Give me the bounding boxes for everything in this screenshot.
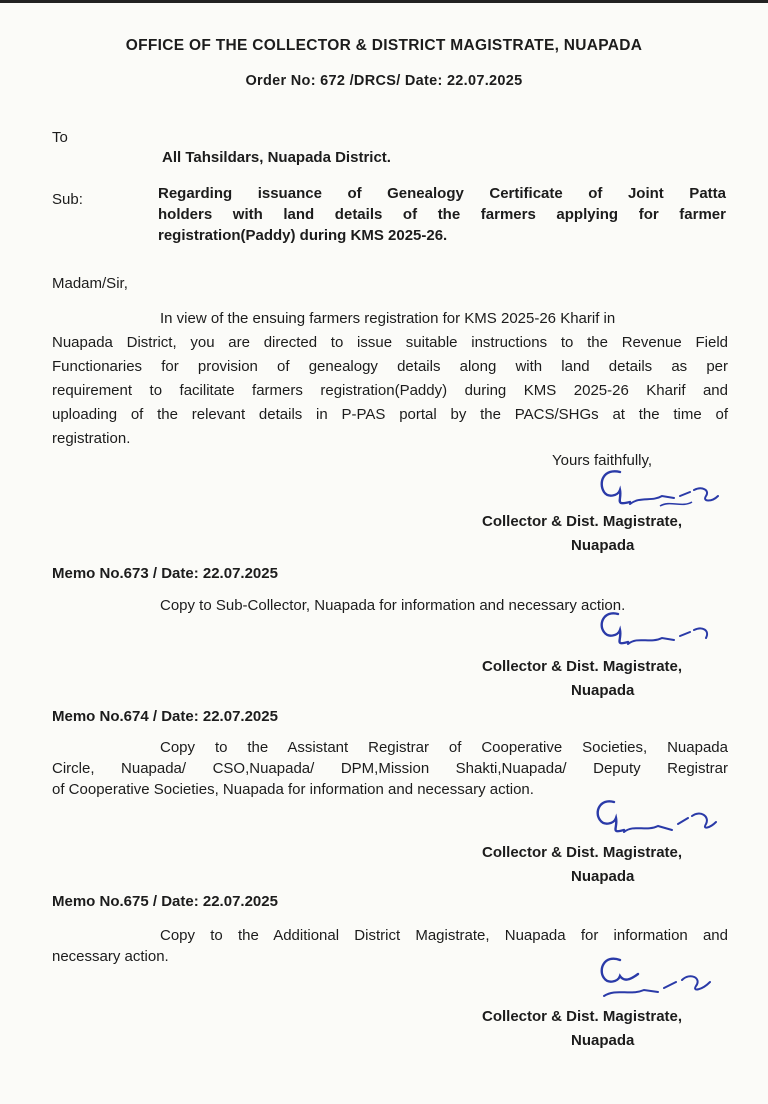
to-label: To — [52, 129, 68, 146]
addressee: All Tahsildars, Nuapada District. — [162, 149, 391, 166]
signatory-title: Collector & Dist. Magistrate, — [482, 658, 683, 675]
body-line: Functionaries for provision of genealogy details along with land details as per — [52, 358, 728, 375]
office-heading: OFFICE OF THE COLLECTOR & DISTRICT MAGISTRATE, NUAPADA — [125, 37, 643, 54]
signature-mark — [592, 608, 722, 658]
top-border — [0, 0, 768, 3]
salutation: Madam/Sir, — [52, 275, 128, 292]
subject-line: registration(Paddy) during KMS 2025-26. — [158, 227, 448, 244]
order-line: Order No: 672 /DRCS/ Date: 22.07.2025 — [245, 73, 523, 89]
signatory-title: Collector & Dist. Magistrate, — [482, 513, 683, 530]
body-line: requirement to facilitate farmers registration(Paddy) during KMS 2025-26 Kharif and — [52, 382, 728, 399]
memo-number: Memo No.673 / Date: 22.07.2025 — [52, 565, 278, 582]
signatory-title: Collector & Dist. Magistrate, — [482, 1008, 683, 1025]
signatory-place: Nuapada — [571, 682, 635, 699]
body-line: uploading of the relevant details in P-PAS portal by the PACS/SHGs at the time of — [52, 406, 728, 423]
memo-number: Memo No.674 / Date: 22.07.2025 — [52, 708, 278, 725]
body-paragraph — [52, 307, 728, 451]
body-line: Nuapada District, you are directed to issue suitable instructions to the Revenue Field — [52, 334, 728, 351]
subject-label: Sub: — [52, 191, 83, 208]
memo-number: Memo No.675 / Date: 22.07.2025 — [52, 893, 278, 910]
subject-line: Regarding issuance of Genealogy Certificate of Joint Patta — [158, 185, 726, 202]
memo-line: Copy to the Additional District Magistrate, Nuapada for information and — [160, 927, 728, 944]
memo-line: Copy to the Assistant Registrar of Cooperative Societies, Nuapada — [160, 739, 728, 756]
memo-text: Copy to Sub-Collector, Nuapada for information and necessary action. — [160, 597, 626, 614]
closing: Yours faithfully, — [552, 452, 653, 469]
signatory-place: Nuapada — [571, 868, 635, 885]
subject-line: holders with land details of the farmers applying for farmer — [158, 206, 726, 223]
memo-line: Circle, Nuapada/ CSO,Nuapada/ DPM,Mission Shakti,Nuapada/ Deputy Registrar — [52, 760, 728, 777]
memo-line: of Cooperative Societies, Nuapada for information and necessary action. — [52, 781, 534, 798]
body-line: registration. — [52, 430, 131, 447]
signatory-title: Collector & Dist. Magistrate, — [482, 844, 683, 861]
signatory-place: Nuapada — [571, 1032, 635, 1049]
body-line: In view of the ensuing farmers registration for KMS 2025-26 Kharif in — [160, 310, 616, 327]
memo-text — [52, 737, 728, 800]
signatory-place: Nuapada — [571, 537, 635, 554]
signature-mark — [590, 952, 730, 1008]
subject-text — [158, 183, 726, 246]
memo-line: necessary action. — [52, 948, 169, 965]
